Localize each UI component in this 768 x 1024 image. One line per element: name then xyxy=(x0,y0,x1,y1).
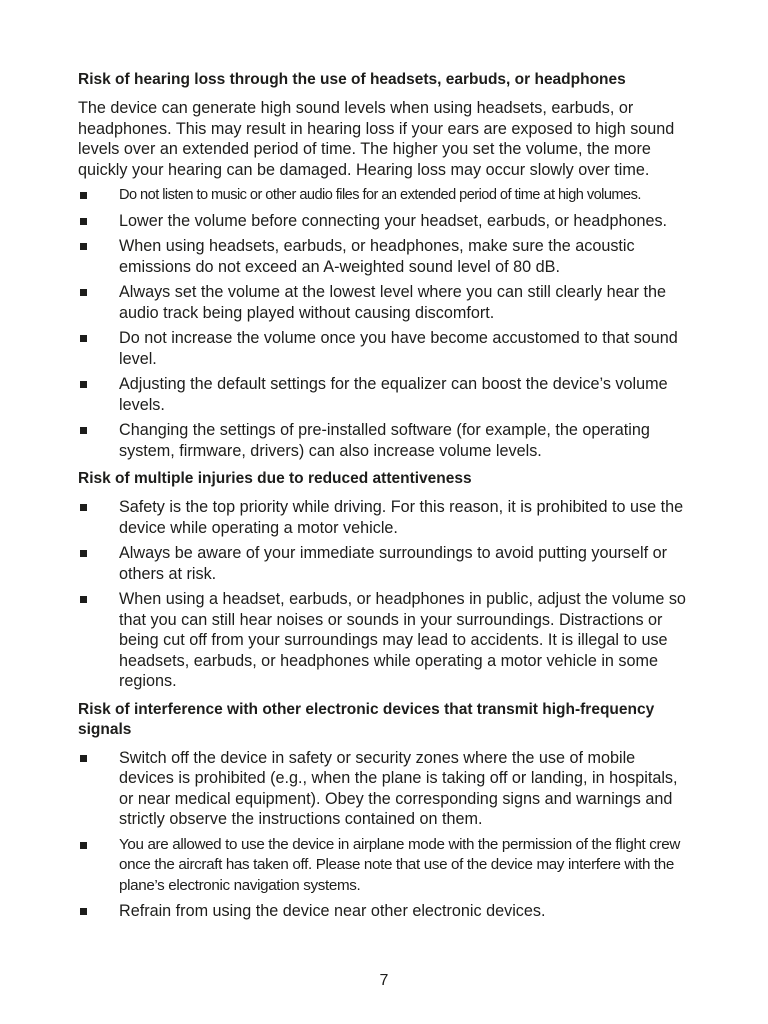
list-item-text: When using a headset, earbuds, or headphones in public, adjust the volume so that you can still hear noises or sounds in your surroundings. Distractions or being cut off from your surroundings may lead to accidents. It is illegal to use headsets, earbuds, or headphones while operating a motor vehicle in some regions. xyxy=(119,590,686,690)
section-reduced-attentiveness xyxy=(78,469,690,692)
section-heading: Risk of hearing loss through the use of headsets, earbuds, or headphones xyxy=(78,71,626,88)
square-bullet-icon xyxy=(80,381,87,388)
list-item xyxy=(78,211,690,232)
list-item xyxy=(78,543,690,584)
list-item-text: Lower the volume before connecting your headset, earbuds, or headphones. xyxy=(119,211,668,230)
square-bullet-icon xyxy=(80,218,87,225)
list-item xyxy=(78,835,690,897)
section-heading: Risk of interference with other electronic devices that transmit high-frequency signals xyxy=(78,700,655,738)
square-bullet-icon xyxy=(80,427,87,434)
square-bullet-icon xyxy=(80,842,87,849)
list-item xyxy=(78,185,690,206)
bullet-list xyxy=(78,497,690,692)
list-item xyxy=(78,497,690,538)
square-bullet-icon xyxy=(80,908,87,915)
list-item xyxy=(78,901,690,922)
list-item-text: Always be aware of your immediate surroundings to avoid putting yourself or others at risk. xyxy=(119,544,667,583)
list-item xyxy=(78,236,690,277)
list-item xyxy=(78,282,690,323)
section-hearing-loss xyxy=(78,70,690,461)
list-item-text: You are allowed to use the device in airplane mode with the permission of the flight crew once the aircraft has taken off. Please note that use of the device may interfere with the plane’s electronic navigation systems. xyxy=(119,835,680,894)
bullet-list xyxy=(78,748,690,922)
list-item-text: Do not listen to music or other audio files for an extended period of time at high volumes. xyxy=(119,187,641,203)
square-bullet-icon xyxy=(80,755,87,762)
list-item xyxy=(78,420,690,461)
list-item xyxy=(78,748,690,830)
section-paragraph: The device can generate high sound levels when using headsets, earbuds, or headphones. This may result in hearing loss if your ears are exposed to high sound levels over an extended period of time. The higher you set the volume, the more quickly your hearing can be damaged. Hearing loss may occur slowly over time. xyxy=(78,99,675,179)
section-heading: Risk of multiple injuries due to reduced attentiveness xyxy=(78,470,472,487)
list-item-text: Do not increase the volume once you have become accustomed to that sound level. xyxy=(119,329,678,368)
square-bullet-icon xyxy=(80,550,87,557)
list-item-text: Changing the settings of pre-installed software (for example, the operating system, firmware, drivers) can also increase volume levels. xyxy=(119,421,650,460)
list-item xyxy=(78,589,690,692)
square-bullet-icon xyxy=(80,289,87,296)
bullet-list xyxy=(78,185,690,461)
list-item-text: Adjusting the default settings for the equalizer can boost the device’s volume levels. xyxy=(119,375,668,414)
list-item-text: When using headsets, earbuds, or headphones, make sure the acoustic emissions do not exceed an A-weighted sound level of 80 dB. xyxy=(119,237,635,276)
section-interference xyxy=(78,700,690,922)
square-bullet-icon xyxy=(80,192,87,199)
list-item-text: Safety is the top priority while driving. For this reason, it is prohibited to use the device while operating a motor vehicle. xyxy=(119,498,684,537)
list-item xyxy=(78,374,690,415)
square-bullet-icon xyxy=(80,596,87,603)
list-item-text: Switch off the device in safety or security zones where the use of mobile devices is prohibited (e.g., when the plane is taking off or landing, in hospitals, or near medical equipment). Obey the corresponding signs and warnings and strictly observe the instructions contained on them. xyxy=(119,748,678,828)
document-page xyxy=(78,70,690,930)
square-bullet-icon xyxy=(80,243,87,250)
list-item-text: Always set the volume at the lowest level where you can still clearly hear the audio track being played without causing discomfort. xyxy=(119,283,667,322)
square-bullet-icon xyxy=(80,335,87,342)
square-bullet-icon xyxy=(80,504,87,511)
page-number: 7 xyxy=(379,972,389,989)
list-item xyxy=(78,328,690,369)
list-item-text: Refrain from using the device near other electronic devices. xyxy=(119,902,546,920)
